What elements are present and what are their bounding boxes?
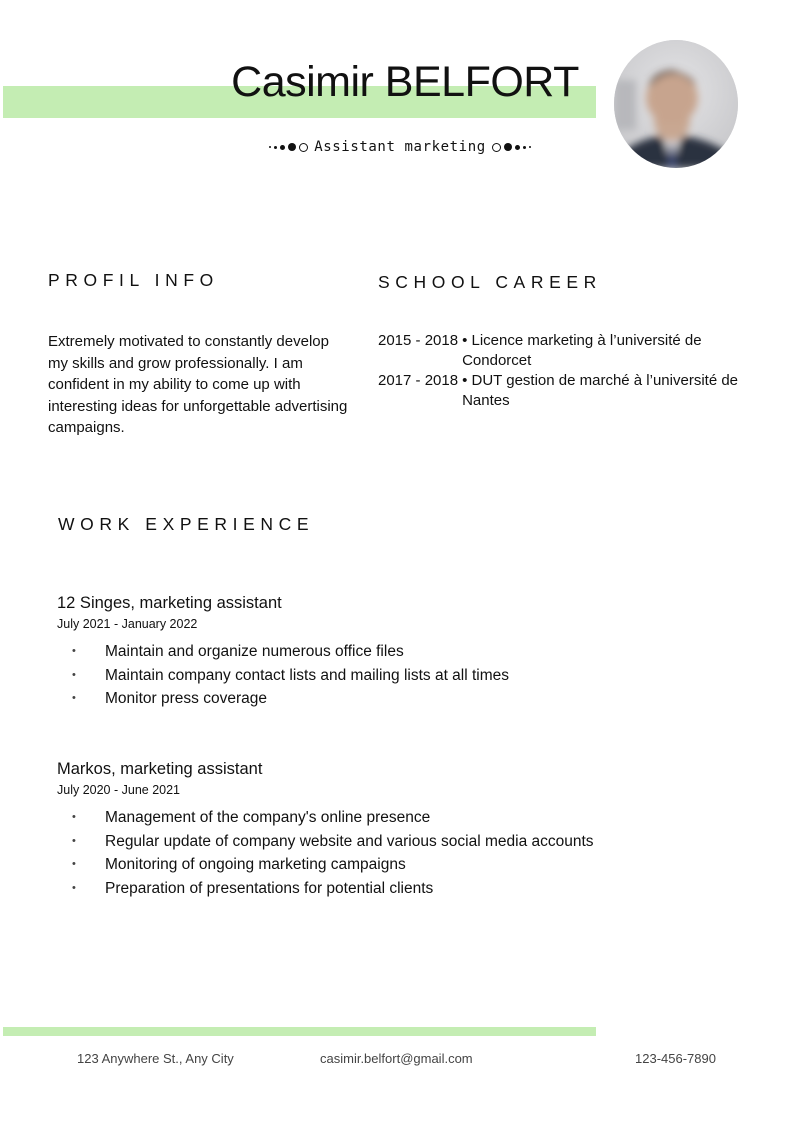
duty-text: Preparation of presentations for potential clients xyxy=(105,879,434,897)
portrait-photo xyxy=(614,40,738,168)
footer-address: 123 Anywhere St., Any City xyxy=(77,1051,234,1066)
list-item xyxy=(57,853,757,877)
school-entry-years: 2017 - 2018 xyxy=(378,372,459,389)
job-entry xyxy=(57,594,757,711)
job-duties-list xyxy=(57,640,757,711)
avatar xyxy=(614,40,738,168)
footer-phone[interactable]: 123-456-7890 xyxy=(635,1051,716,1066)
job-subtitle: Assistant marketing xyxy=(314,139,486,155)
list-item xyxy=(57,806,757,830)
school-list xyxy=(378,331,748,411)
school-entry-years: 2015 - 2018 xyxy=(378,332,459,349)
list-item xyxy=(57,640,757,664)
duty-text: Maintain and organize numerous office files xyxy=(105,643,404,660)
school-entry xyxy=(378,331,748,371)
list-item xyxy=(57,830,757,854)
decorative-dots-right xyxy=(492,143,531,152)
work-section-title: WORK EXPERIENCE xyxy=(58,514,315,534)
bullet-icon: • xyxy=(72,881,76,894)
profile-section-title: PROFIL INFO xyxy=(48,270,219,290)
profile-text: Extremely motivated to constantly develop my skills and grow professionally. I am confident in my ability to come up with interesting ideas for unforgettable advertising campaigns. xyxy=(48,333,348,436)
duty-text: Management of the company's online presence xyxy=(105,809,431,826)
list-item xyxy=(57,664,757,688)
job-entry xyxy=(57,760,757,900)
candidate-name: Casimir BELFORT xyxy=(231,58,579,106)
job-title: Markos, marketing assistant xyxy=(57,760,263,778)
school-entry-desc: • DUT gestion de marché à l’université de Nantes xyxy=(462,372,739,409)
duty-text: Maintain company contact lists and mailing lists at all times xyxy=(105,666,510,684)
job-dates: July 2021 - January 2022 xyxy=(57,617,198,631)
school-entry xyxy=(378,371,748,411)
job-dates: July 2020 - June 2021 xyxy=(57,783,181,797)
bullet-icon: • xyxy=(72,645,76,657)
footer-email[interactable]: casimir.belfort@gmail.com xyxy=(320,1051,473,1066)
duty-text: Regular update of company website and various social media accounts xyxy=(105,832,594,850)
subtitle-row xyxy=(240,137,560,157)
bullet-icon: • xyxy=(72,858,76,870)
duty-text: Monitor press coverage xyxy=(105,690,267,707)
bullet-icon: • xyxy=(72,811,76,823)
job-title: 12 Singes, marketing assistant xyxy=(57,594,282,612)
bullet-icon: • xyxy=(72,692,76,704)
bullet-icon: • xyxy=(72,668,76,681)
bullet-icon: • xyxy=(72,834,76,847)
decorative-dots-left xyxy=(269,143,308,152)
footer-accent-bar xyxy=(3,1027,596,1036)
list-item xyxy=(57,877,757,901)
list-item xyxy=(57,687,757,711)
duty-text: Monitoring of ongoing marketing campaigns xyxy=(105,856,406,873)
school-section-title: SCHOOL CAREER xyxy=(378,272,602,292)
job-duties-list xyxy=(57,806,757,900)
school-entry-desc: • Licence marketing à l’université de Condorcet xyxy=(462,332,702,369)
